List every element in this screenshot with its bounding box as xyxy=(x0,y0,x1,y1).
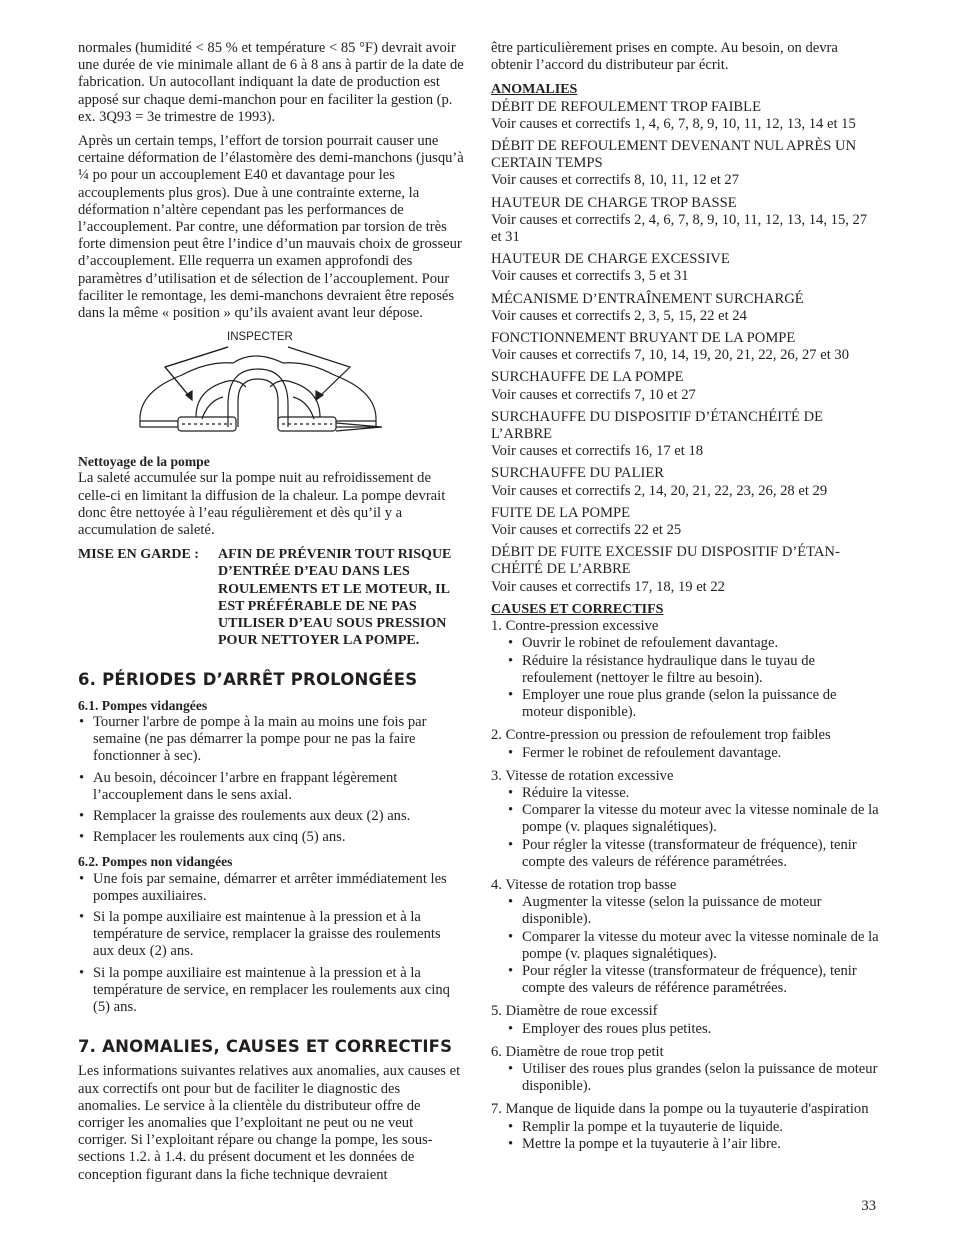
list-item: • Employer une roue plus grande (selon la puissance de moteur disponible). xyxy=(507,687,881,721)
anomaly-title: SURCHAUFFE DU PALIER xyxy=(491,465,665,482)
list-item: • Pour régler la vitesse (transformateur de fréquence), tenir compte des valeurs de référence paramétrées. xyxy=(507,963,881,997)
list-item: • Remplacer la graisse des roulements aux deux (2) ans. xyxy=(78,808,464,825)
anomaly-item xyxy=(491,291,881,325)
list-item: • Comparer la vitesse du moteur avec la vitesse nominale de la pompe (v. plaques signalétiques). xyxy=(507,929,881,963)
intro-paragraph-2: Après un certain temps, l’effort de torsion pourrait causer une certaine déformation de l’élastomère des demi-manchons (jusqu’à ¼ po pour un accouplement E40 et davantage pour les accouplements plus gros). Due à une contrainte externe, la déformation n’altère cependant pas les performances de l’accouplement. Par contre, une déformation par torsion de très forte dimension peut être l’indice d’un mauvais choix de grosseur d’accouplement. Elle requerra un examen approfondi des paramètres d’utilisation et de sélection de l’accouplement. Pour faciliter le remontage, les demi-manchons devraient être reposés dans la même « position » qu’ils avaient avant leur dépose. xyxy=(78,133,464,322)
list-item: • Réduire la résistance hydraulique dans le tuyau de refoulement (nettoyer le filtre au besoin). xyxy=(507,653,881,687)
anomaly-title: DÉBIT DE REFOULEMENT TROP FAIBLE xyxy=(491,98,761,115)
list-item: • Mettre la pompe et la tuyauterie à l’air libre. xyxy=(507,1136,881,1153)
coupling-drawing xyxy=(78,329,464,449)
anomaly-title: FONCTIONNEMENT BRUYANT DE LA POMPE xyxy=(491,330,796,347)
cause-actions xyxy=(507,1119,881,1153)
anomaly-item xyxy=(491,195,881,247)
list-item: • Si la pompe auxiliaire est maintenue à la pression et à la température de service, en remplacer les roulements aux cinq (5) ans. xyxy=(78,965,464,1017)
cause-actions xyxy=(507,785,881,871)
list-item: • Au besoin, décoincer l’arbre en frappant légèrement l’accouplement dans le sens axial. xyxy=(78,770,464,804)
anomaly-item xyxy=(491,409,881,461)
section-6-1-title: 6.1. Pompes vidangées xyxy=(78,697,208,713)
anomaly-item xyxy=(491,369,881,403)
warning-block xyxy=(78,546,464,649)
section-7-title: 7. ANOMALIES, CAUSES ET CORRECTIFS xyxy=(78,1037,453,1057)
anomaly-reference: Voir causes et correctifs 17, 18, 19 et 22 xyxy=(491,578,725,595)
anomaly-title: FUITE DE LA POMPE xyxy=(491,504,631,521)
section-6-title: 6. PÉRIODES D’ARRÊT PROLONGÉES xyxy=(78,670,418,690)
cause-actions xyxy=(507,635,881,721)
list-item: • Réduire la vitesse. xyxy=(507,785,881,802)
cause-title: 5. Diamètre de roue excessif xyxy=(491,1003,658,1020)
list-item: • Remplacer les roulements aux cinq (5) ans. xyxy=(78,829,464,846)
cause-title: 2. Contre-pression ou pression de refoulement trop faibles xyxy=(491,727,831,744)
right-column xyxy=(491,40,881,1159)
anomaly-title: MÉCANISME D’ENTRAÎNEMENT SURCHARGÉ xyxy=(491,290,804,307)
section-6-2-list xyxy=(78,871,464,1017)
anomaly-item xyxy=(491,330,881,364)
cause-title: 7. Manque de liquide dans la pompe ou la tuyauterie d'aspiration xyxy=(491,1101,869,1118)
anomaly-reference: Voir causes et correctifs 3, 5 et 31 xyxy=(491,268,689,285)
warning-text: AFIN DE PRÉVENIR TOUT RISQUE D’ENTRÉE D’EAU DANS LES ROULEMENTS ET LE MOTEUR, IL EST PRÉFÉRABLE DE NE PAS UTILISER D’EAU SOUS PRESSION POUR NETTOYER LA POMPE. xyxy=(218,547,452,649)
section-7-text: Les informations suivantes relatives aux anomalies, aux causes et aux correctifs ont pour but de faciliter le diagnostic des anomalies. Le service à la clientèle du distributeur offre de corriger les anomalies que l’exploitant ne peut ou ne veut corriger. Si l’exploitant répare ou change la pompe, les sous-sections 1.2. à 1.4. du présent document et les données de conception figurant dans la fiche technique devraient xyxy=(78,1063,461,1183)
anomaly-item xyxy=(491,251,881,285)
section-6-2-title: 6.2. Pompes non vidangées xyxy=(78,854,233,870)
cause-actions xyxy=(507,1021,881,1038)
cause-title: 6. Diamètre de roue trop petit xyxy=(491,1043,664,1060)
cause-item xyxy=(491,1101,881,1153)
cause-actions xyxy=(507,745,881,762)
anomaly-reference: Voir causes et correctifs 8, 10, 11, 12 et 27 xyxy=(491,172,740,189)
anomaly-item xyxy=(491,505,881,539)
anomaly-reference: Voir causes et correctifs 22 et 25 xyxy=(491,522,682,539)
cleaning-text: La saleté accumulée sur la pompe nuit au refroidissement de celle-ci en limitant la diffusion de la chaleur. La pompe devrait donc être nettoyée à l’eau régulièrement et dès qu’il y a accumulation de saleté. xyxy=(78,470,446,539)
cause-actions xyxy=(507,894,881,997)
left-column xyxy=(78,40,464,1191)
anomaly-item xyxy=(491,465,881,499)
warning-label: MISE EN GARDE : xyxy=(78,547,199,563)
anomalies-title: ANOMALIES xyxy=(491,82,578,98)
anomaly-title: SURCHAUFFE DE LA POMPE xyxy=(491,369,684,386)
anomaly-reference: Voir causes et correctifs 7, 10 et 27 xyxy=(491,386,696,403)
anomaly-title: DÉBIT DE REFOULEMENT DEVENANT NUL APRÈS UN CERTAIN TEMPS xyxy=(491,138,857,172)
cause-item xyxy=(491,1003,881,1037)
anomaly-item xyxy=(491,138,881,190)
coupling-inspection-figure xyxy=(78,329,464,449)
cause-item xyxy=(491,727,881,761)
list-item: • Fermer le robinet de refoulement davantage. xyxy=(507,745,881,762)
cleaning-title: Nettoyage de la pompe xyxy=(78,454,210,470)
anomaly-title: DÉBIT DE FUITE EXCESSIF DU DISPOSITIF D’ÉTAN-CHÉITÉ DE L’ARBRE xyxy=(491,544,840,578)
list-item: • Employer des roues plus petites. xyxy=(507,1021,881,1038)
list-item: • Ouvrir le robinet de refoulement davantage. xyxy=(507,635,881,652)
list-item: • Si la pompe auxiliaire est maintenue à la pression et à la température de service, remplacer la graisse des roulements aux deux (2) ans. xyxy=(78,909,464,961)
page-number: 33 xyxy=(861,1198,876,1214)
section-6-1-list xyxy=(78,714,464,846)
intro-paragraph-1: normales (humidité < 85 % et température < 85 °F) devrait avoir une durée de vie minimale allant de 6 à 8 ans à partir de la date de fabrication. Un autocollant indiquant la date de production est apposé sur chaque demi-manchon pour en faciliter la gestion (p. ex. 3Q93 = 3e trimestre de 1993). xyxy=(78,40,464,125)
cause-item xyxy=(491,618,881,721)
cause-title: 3. Vitesse de rotation excessive xyxy=(491,767,674,784)
anomaly-reference: Voir causes et correctifs 7, 10, 14, 19, 20, 21, 22, 26, 27 et 30 xyxy=(491,347,850,364)
anomaly-item xyxy=(491,544,881,596)
cause-item xyxy=(491,1044,881,1096)
list-item: • Tourner l'arbre de pompe à la main au moins une fois par semaine (ne pas démarrer la pompe pour ne pas la faire fonctionner à sec). xyxy=(78,714,464,766)
list-item: • Une fois par semaine, démarrer et arrêter immédiatement les pompes auxiliaires. xyxy=(78,871,464,905)
cause-title: 1. Contre-pression excessive xyxy=(491,618,659,635)
cause-actions xyxy=(507,1061,881,1095)
anomaly-item xyxy=(491,99,881,133)
anomaly-reference: Voir causes et correctifs 16, 17 et 18 xyxy=(491,443,704,460)
list-item: • Pour régler la vitesse (transformateur de fréquence), tenir compte des valeurs de référence paramétrées. xyxy=(507,837,881,871)
cause-item xyxy=(491,877,881,997)
cause-title: 4. Vitesse de rotation trop basse xyxy=(491,876,677,893)
figure-label: INSPECTER xyxy=(227,331,293,344)
anomaly-title: HAUTEUR DE CHARGE EXCESSIVE xyxy=(491,251,730,268)
list-item: • Utiliser des roues plus grandes (selon la puissance de moteur disponible). xyxy=(507,1061,881,1095)
list-item: • Comparer la vitesse du moteur avec la vitesse nominale de la pompe (v. plaques signalétiques). xyxy=(507,802,881,836)
continued-text: être particulièrement prises en compte. Au besoin, on devra obtenir l’accord du distributeur par écrit. xyxy=(491,40,838,74)
anomaly-title: SURCHAUFFE DU DISPOSITIF D’ÉTANCHÉITÉ DE L’ARBRE xyxy=(491,408,824,443)
anomaly-reference: Voir causes et correctifs 2, 3, 5, 15, 22 et 24 xyxy=(491,307,747,324)
anomaly-reference: Voir causes et correctifs 2, 4, 6, 7, 8, 9, 10, 11, 12, 13, 14, 15, 27 et 31 xyxy=(491,211,868,246)
anomaly-reference: Voir causes et correctifs 1, 4, 6, 7, 8, 9, 10, 11, 12, 13, 14 et 15 xyxy=(491,115,856,132)
anomaly-reference: Voir causes et correctifs 2, 14, 20, 21, 22, 23, 26, 28 et 29 xyxy=(491,482,828,499)
list-item: • Augmenter la vitesse (selon la puissance de moteur disponible). xyxy=(507,894,881,928)
list-item: • Remplir la pompe et la tuyauterie de liquide. xyxy=(507,1119,881,1136)
anomaly-title: HAUTEUR DE CHARGE TROP BASSE xyxy=(491,194,737,211)
cause-item xyxy=(491,768,881,871)
causes-title: CAUSES ET CORRECTIFS xyxy=(491,601,664,617)
